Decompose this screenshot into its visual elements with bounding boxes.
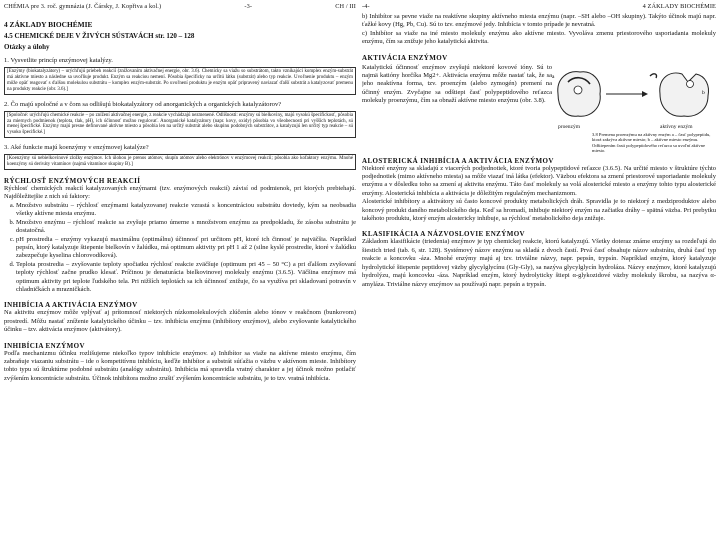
answer-box-3 bbox=[4, 154, 356, 170]
allosteric-text-2: Alosterické inhibítory a aktivátory sú často koncové produkty metabolických dráh. Spravidla je to niektorý z medziproduktov alebo koncový produkt daného metabolického deja. Keď sa hromadí, inhibuje niektorý enzým na začiatku dráhy – spätná väzba. Pri prebytku takéhoto produktu, ktorý enzým alostericky inhibuje, sa rýchlosť metabolického deja znižuje. bbox=[362, 198, 716, 223]
question-1: 1. Vysvetlite princíp enzýmovej katalýzy. bbox=[4, 57, 113, 64]
question-2: 2. Čo majú spoločné a v čom sa odlišujú biokatalyzátory od anorganických a organických katalyzátorov? bbox=[4, 100, 282, 108]
chapter-title: 4 ZÁKLADY BIOCHÉMIE bbox=[4, 20, 93, 29]
answer-box-1 bbox=[4, 67, 356, 95]
heading-inhibition-activation: INHIBÍCIA A AKTIVÁCIA ENZÝMOV bbox=[4, 301, 138, 310]
factor-item: a. Množstvo substrátu – rýchlosť enzýmami katalyzovanej reakcie vzrastá s koncentráciou substrátu dovtedy, kým sa neobsadia všetky aktívne miesta enzýmu. bbox=[16, 202, 356, 219]
active-enzyme-label: aktívny enzým bbox=[660, 123, 693, 130]
enzyme-activation-text: Katalytickú účinnosť enzýmov zvyšujú niektoré kovové ióny. Sú to najmä katióny horčíka Mg2+. Aktivácia enzýmu môže nastať tak, že sa jeho neaktívna forma, tzv. proenzým (alebo zymogén) premení na účinný enzým. Zvyčajne sa odštiepi časť polypeptidového reťazca molekuly proenzýmu, čím sa obnaží aktívne miesto enzýmu (obr. 3.8). bbox=[362, 63, 552, 105]
section-title: 4.5 CHEMICKÉ DEJE V ŽIVÝCH SÚSTAVÁCH str. 120 – 128 bbox=[4, 32, 195, 40]
label-a: a bbox=[552, 73, 555, 80]
left-header bbox=[4, 3, 356, 10]
active-site-hidden bbox=[574, 86, 582, 94]
answer-box-2 bbox=[4, 111, 356, 139]
header-page-number-right: -4- bbox=[362, 3, 370, 10]
inhibition-type-c: c) Inhibítor sa viaže na iné miesto molekuly enzýmu ako aktívne miesto. Vyvoláva zmenu priestorového usporiadania molekuly enzýmu, čím sa znižuje jeho katalytická aktivita. bbox=[362, 29, 716, 46]
inhibition-activation-text: Na aktivitu enzýmov môže vplývať aj prítomnosť niektorých nízkomolekulových zlúčenín alebo iónov v reakčnom (bunkovom) prostredí. Môžu nastať zníženie katalytického účinku – tzv. inhibícia enzýmu (inhibítory enzýmov), alebo zvyšovanie katalytického účinku – tzv. aktivácia enzýmov (aktivátory). bbox=[4, 309, 356, 334]
header-chapter-right: 4 ZÁKLADY BIOCHÉMIE bbox=[642, 3, 716, 10]
heading-reaction-rate: RÝCHLOSŤ ENZÝMOVÝCH REAKCIÍ bbox=[4, 177, 141, 186]
question-3: 3. Aké funkcie majú koenzýmy v enzýmovej katalýze? bbox=[4, 144, 149, 152]
answer-2: [Spoločné: urýchľujú chemické reakcie – po znížení aktivačnej energie, z reakcie vychádzajú nezmenené. Odlišnosti: enzýmy sú bielkoviny, majú vysokú špecifickosť, pôsobia za miernych podmienok (teplota, tlak, pH), ich účinnosť možno regulovať. Anorganické katalyzátory (napr. kovy, oxidy) pôsobia vo všeobecnosti pri vyšších teplotách, sú menej špecifické. Enzýmy majú presne definované aktívne miesto a pôsobia len na určitý substrát alebo skupinu podobných substrátov, a katalyzujú len určitý typ reakcie – sú vysoko špecifické.] bbox=[7, 112, 353, 136]
allosteric-text: Niektoré enzýmy sa skladajú z viacerých podjednotiek, ktoré tvoria polypeptidové reťazce (3.6.5). Na určité miesto v štruktúre týchto podjednotiek (mimo aktívneho miesta) sa môže viazať iná látka (efektor). Väzbou efektora sa zmení priestorové usporiadanie molekuly enzýmu a v dôsledku toho sa zmení aj aktivita enzýmu. Táto časť molekuly sa volá alosterické miesto a enzýmy tohto typu alosterické enzýmy. Alosterická inhibícia a aktivácia je dôležitým regulačným mechanizmom. bbox=[362, 164, 716, 197]
factor-item: c. pH prostredia – enzýmy vykazujú maximálnu (optimálnu) účinnosť pri určitom pH, ktoré ich činnosť je najväčšia. Napríklad pepsín, ktorý katalyzuje štiepenie bielkovín v žalúdku, má optimum aktivity pri pH 1 až 2 (silne kyslé prostredie, ktoré v žalúdku zabezpečuje kyselina chlorovodíková). bbox=[16, 236, 356, 261]
active-site-open bbox=[687, 80, 694, 87]
questions-heading: Otázky a úlohy bbox=[4, 43, 50, 51]
right-column bbox=[362, 0, 716, 540]
heading-allosteric: ALOSTERICKÁ INHIBÍCIA A AKTIVÁCIA ENZÝMOV bbox=[362, 156, 554, 165]
inhibition-type-b: b) Inhibítor sa pevne viaže na reaktívne skupiny aktívneho miesta enzýmu (napr. –SH alebo –OH skupiny). Takýto účinok majú napr. ťažké kovy (Hg, Pb, Cu). Sú to tzv. enzýmové jedy. Inhibícia v tomto prípade je nevratná. bbox=[362, 13, 716, 29]
factor-item: d. Teplota prostredia – zvyšovanie teploty spočiatku rýchlosť reakcie zväčšuje (optimum pri 45 – 50 °C) a pri ďalšom zvyšovaní teploty rýchlosť začne prudko klesať. Príčinou je denaturácia bielkovinovej molekuly enzýmu (3.6.5). Väčšina enzýmov má optimum aktivity pri teplote ľudského tela. Pri nižších teplotách sa ich účinnosť znižuje, čo sa využíva pri skladovaní potravín v chladničkách a mrazničkách. bbox=[16, 261, 356, 295]
proenzyme-diagram bbox=[550, 64, 716, 124]
enzyme-inhibition-text: Podľa mechanizmu účinku rozlišujeme niekoľko typov inhibície enzýmov. a) Inhibítor sa viaže na aktívne miesto enzýmu, čím zabraňuje viazaniu substrátu – ide o kompetitívnu inhibíciu, keďže inhibítor a substrát súťažia o väzbu v aktívnom mieste. Inhibítory tohto typu sú štruktúrne podobné substrátu (analógy substrátu). Inhibícia má spravidla vratný charakter a jej účinok možno potlačiť zvýšením koncentrácie substrátu. Účinok inhibítora možno zrušiť zvýšením koncentrácie substrátu, je to tzv. vratná inhibícia. bbox=[4, 349, 356, 382]
heading-enzyme-inhibition: INHIBÍCIA ENZÝMOV bbox=[4, 341, 85, 350]
left-column bbox=[4, 0, 356, 540]
answer-1: [Enzýmy (biokatalyzátory) – urýchľujú priebeh reakcií (znižovaním aktivačnej energie, obr. 3.6). Chemicky sa viažu so substrátom, takto vznikajúci komplex enzým-substrát má aktívne miesto a následne sa uvoľňuje produkt. Enzým sa reakciou nemení. Pôsobia špecificky na určitú látku (substrát) alebo typ reakcie. Uvoľnenie produktu – enzým môže opäť reagovať s ďalšou molekulou substrátu – komplex enzým-substrát. Po uvoľnení produktu je enzým opäť pripravený naviazať ďalší substrát a katalyzovať premenu na produkty reakcie (obr. 3.6).] bbox=[7, 69, 353, 92]
header-book-title: CHÉMIA pre 3. roč. gymnázia (J. Čársky, J. Kopřiva a kol.) bbox=[4, 3, 162, 10]
header-page-number-left: -3- bbox=[244, 3, 253, 10]
right-header bbox=[362, 3, 716, 10]
header-code: CH / III bbox=[335, 3, 356, 10]
factor-item: b. Množstvo enzýmu – rýchlosť reakcie sa zvyšuje priamo úmerne s množstvom enzýmu za predpokladu, že zásoba substrátu je dostatočná. bbox=[16, 219, 356, 236]
factor-list bbox=[4, 202, 356, 294]
answer-3: [Koenzýmy sú nebielkovinové zložky enzýmov. Ich úlohou je prenos atómov, skupín atómov alebo elektrónov v enzýmovej reakcii; pôsobia ako kofaktory enzýmu. Mnohé koenzýmy sú deriváty vitamínov (najmä vitamínov skupiny B).] bbox=[7, 156, 353, 168]
label-b: b bbox=[702, 89, 705, 96]
reaction-rate-intro: Rýchlosť chemických reakcií katalyzovaných enzýmami (tzv. enzýmových reakcií) závisí od podmienok, pri ktorých prebiehajú. Najdôležitejšie z nich sú faktory: bbox=[4, 185, 356, 201]
heading-enzyme-activation: AKTIVÁCIA ENZÝMOV bbox=[362, 53, 448, 62]
activation-figure-block bbox=[362, 63, 716, 154]
figure-caption: 3.8 Premena proenzýmu na aktívny enzým a – časť polypeptidu, ktorá zakrýva aktívne miesto; b – aktívne miesto enzýmu. Odštiepením časti polypeptidového reťazca sa uvoľní aktívne miesto. bbox=[592, 131, 711, 154]
released-peptide bbox=[650, 73, 657, 77]
arrow-head bbox=[642, 91, 648, 97]
classification-text: Základom klasifikácie (triedenia) enzýmov je typ chemickej reakcie, ktorú katalyzujú. Všetky doteraz známe enzýmy sa rozdeľujú do šiestich tried (tab. 6, str. 128). Systémový názov enzýmu sa skladá z dvoch častí. Prvá časť obsahuje názov substrátu, druhá časť typ reakcie a koncovku -áza. Mnohé enzýmy majú aj tzv. triviálne názvy, napr. pepsín, trypsín. Napríklad enzým, ktorý katalyzuje hydrolytické štiepenie peptidovej väzby glycylglycínu (Gly-Gly), sa nazýva glycylglycín hydroláza. Názvy enzýmov, ktoré katalyzujú hydrolýzu, majú koncovku -áza. Napríklad enzým, ktorý hydrolyticky štiepi α-glykozidové väzby molekuly škrobu, sa nazýva α-amyláza. Triviálne názvy enzýmov sa používajú napr. pepsín a trypsín. bbox=[362, 238, 716, 288]
proenzyme-label: proenzým bbox=[558, 123, 580, 130]
heading-classification: KLASIFIKÁCIA A NÁZVOSLOVIE ENZÝMOV bbox=[362, 230, 526, 239]
